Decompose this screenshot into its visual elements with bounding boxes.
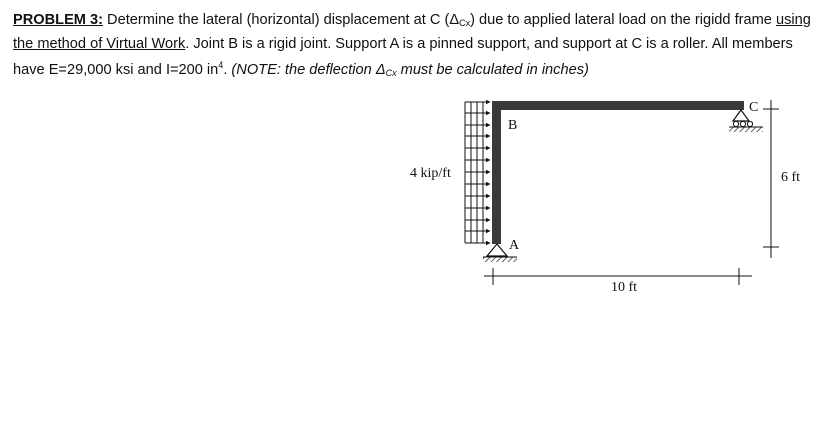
note-text-b: must be calculated in inches) [396, 61, 589, 78]
span-label: 10 ft [611, 280, 638, 295]
problem-label: PROBLEM 3: [13, 12, 103, 28]
height-dimension [763, 100, 779, 258]
problem-text-3: . Joint B is a rigid joint. Support A is a pinned support, and support at C is a roller. All members have E=29,000 ksi and I=200 in [13, 36, 793, 78]
problem-text-1: Determine the lateral (horizontal) displacement at C ( [103, 12, 450, 28]
problem-text-2: ) due to applied lateral load on the rigidd frame [470, 12, 776, 28]
column-ab [492, 101, 501, 244]
load-label: 4 kip/ft [410, 166, 451, 181]
problem-text-4: . [223, 61, 232, 78]
method-text: using the method of Virtual Work [13, 12, 811, 52]
height-label: 6 ft [781, 170, 801, 185]
distributed-load [465, 102, 490, 243]
joint-a-label: A [509, 238, 520, 253]
beam-bc [492, 101, 744, 110]
joint-b-label: B [508, 118, 518, 133]
note-text-a: (NOTE: the deflection [231, 61, 376, 78]
delta-symbol: Δ [449, 12, 460, 28]
note-delta-symbol: Δ [375, 61, 386, 78]
joint-c-label: C [749, 100, 759, 115]
inertia-exponent: 4 [218, 60, 224, 70]
delta-subscript: Cx [459, 18, 471, 28]
note-delta-subscript: Cx [385, 67, 397, 78]
